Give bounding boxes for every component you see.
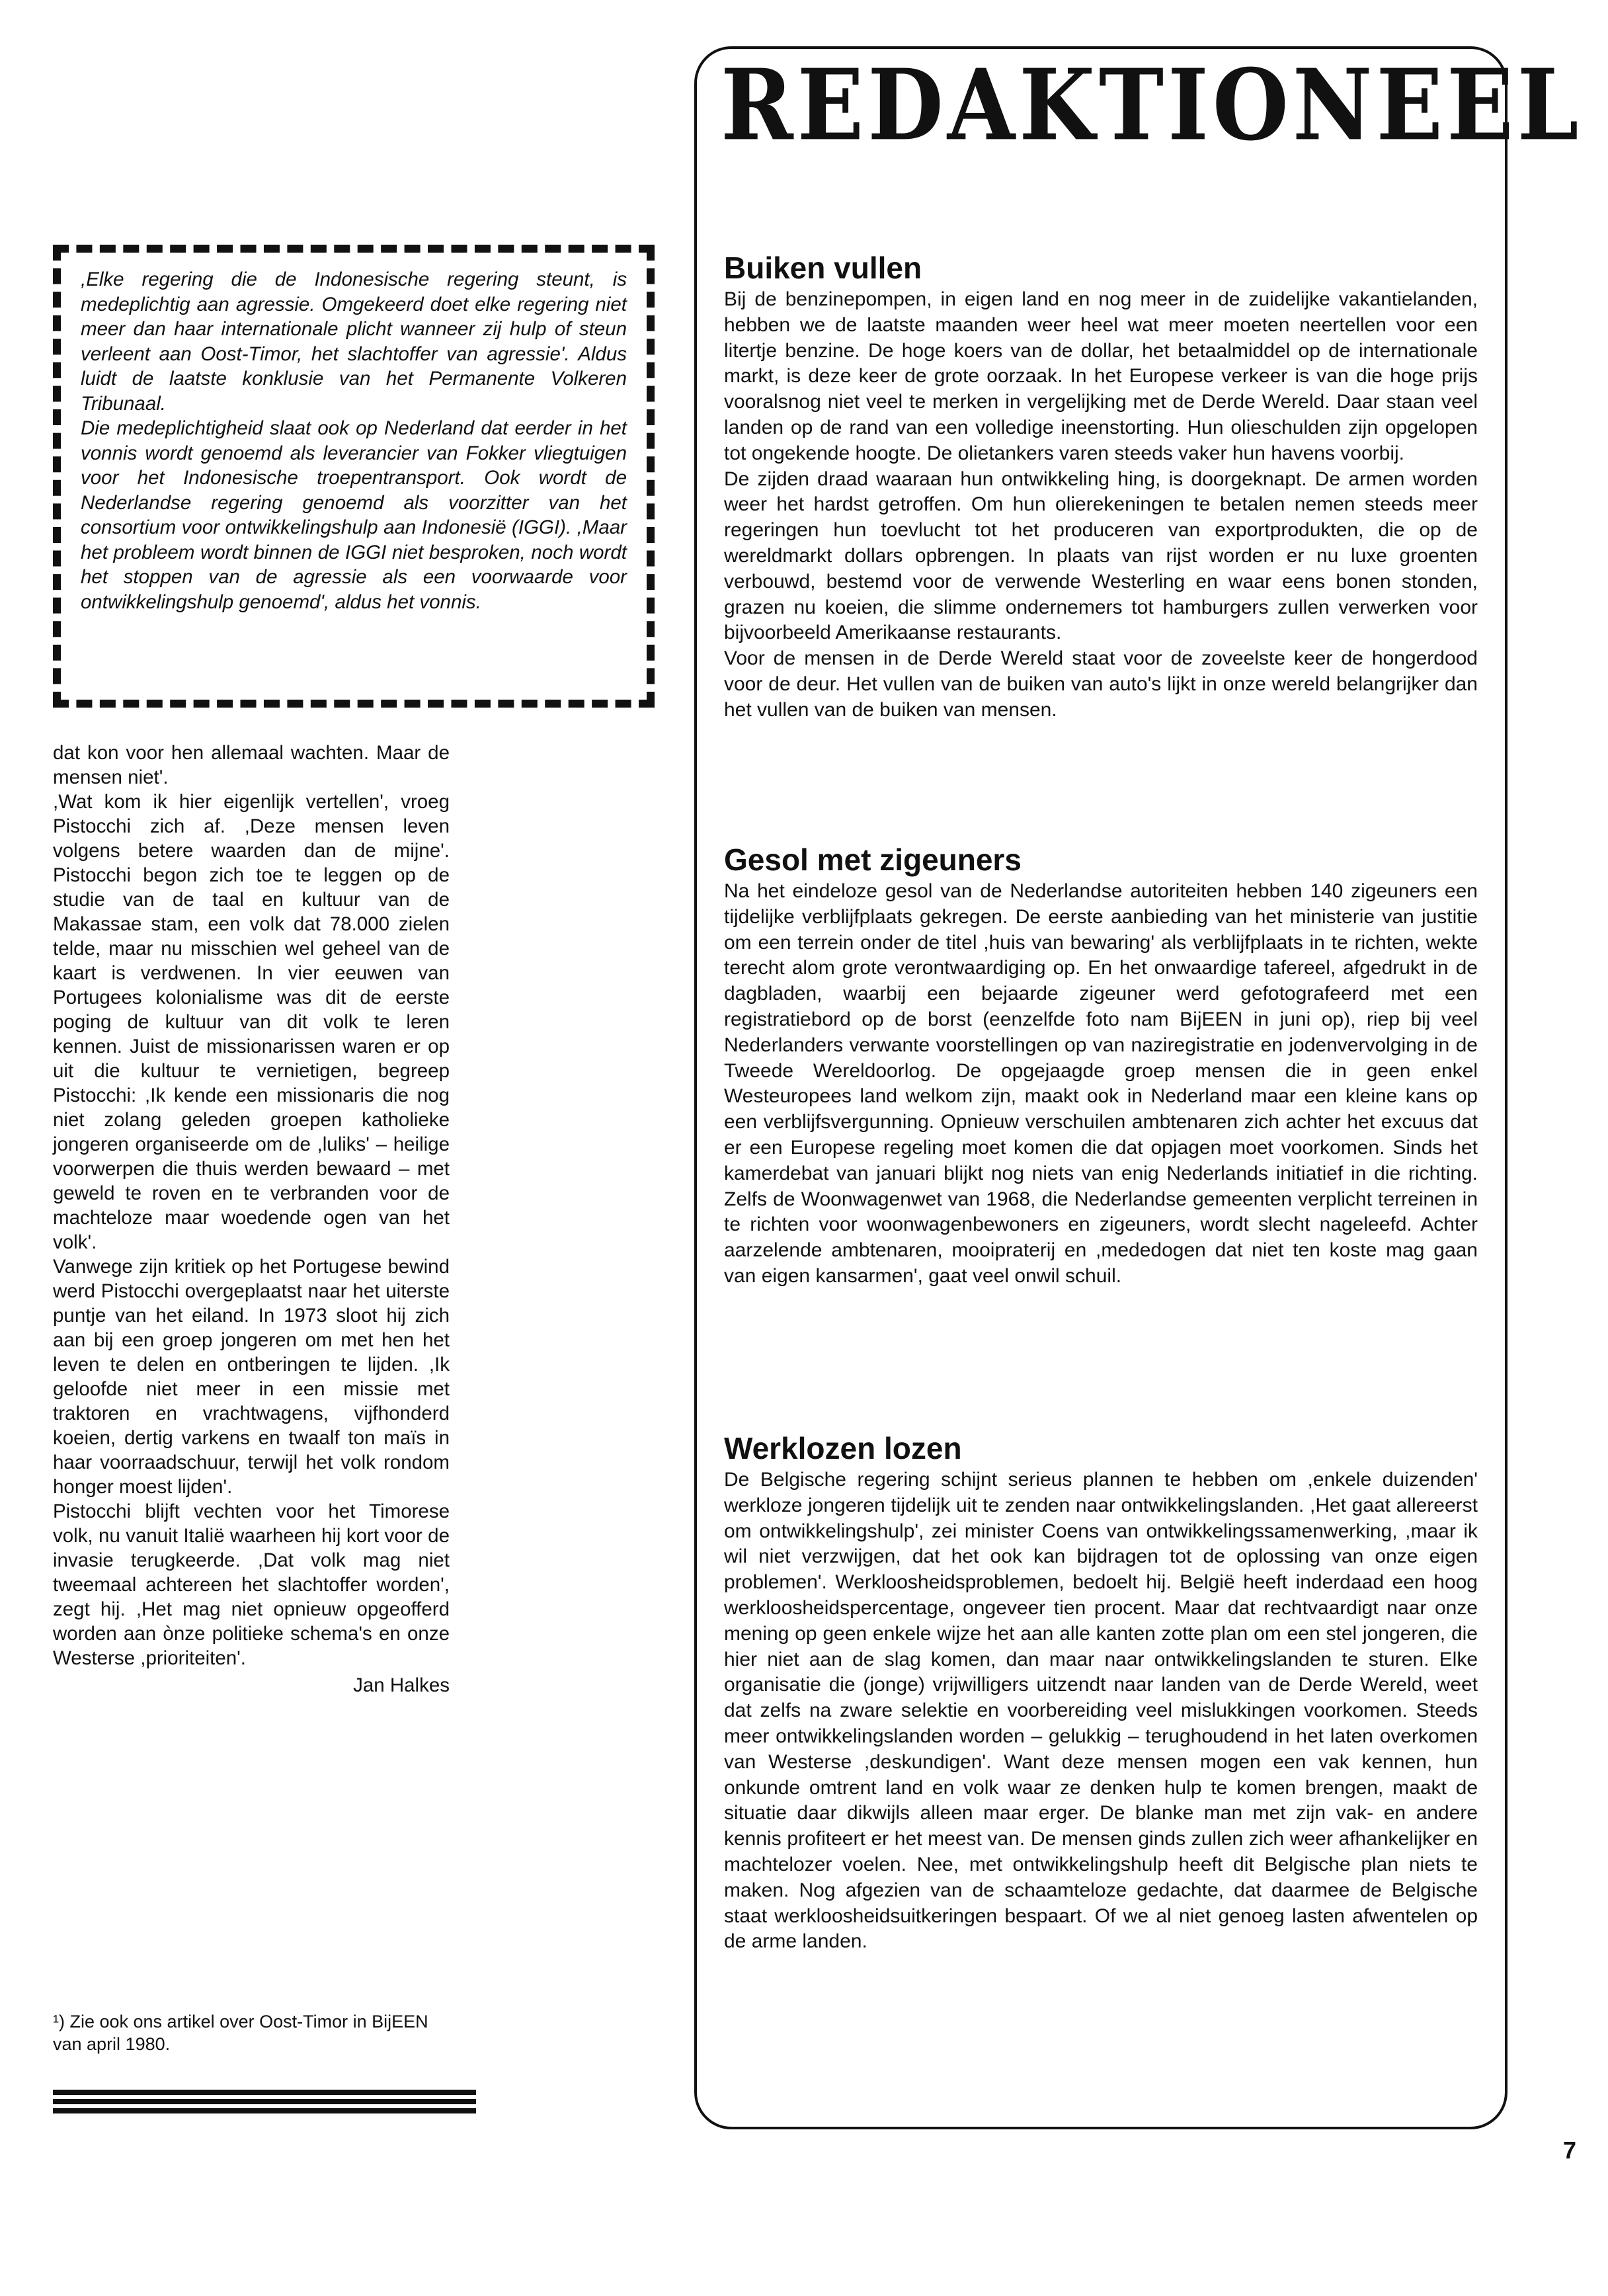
article-paragraph: De zijden draad waaraan hun ontwikkeling hing, is doorgeknapt. De armen worden weer het hardst getroffen. Om hun olierekeningen te betalen nemen steeds meer regeringen hun toevlucht tot het produceren van exportprodukten, die op de wereldmarkt dollars opbrengen. In plaats van rijst worden er nu luxe groenten verbouwd, bestemd voor de verwende Westerling en waar eens bonen stonden, grazen nu koeien, die slimme ondernemers tot hamburgers zullen verwerken voor bijvoorbeeld Amerikaanse restaurants. bbox=[724, 468, 1478, 644]
closing-rule bbox=[53, 2108, 476, 2113]
closing-rule bbox=[53, 2099, 476, 2104]
body-paragraph: Pistocchi blijft vechten voor het Timorese volk, nu vanuit Italië waarheen hij kort voor de invasie terugkeerde. ,Dat volk mag niet tweemaal achtereen het slachtoffer worden', zegt hij. ,Het mag niet opnieuw opgeofferd worden aan ònze politieke schema's en onze Westerse ,prioriteiten'. bbox=[53, 1500, 450, 1669]
article-heading: Werklozen lozen bbox=[724, 1431, 962, 1465]
article-gesol-met-zigeuners bbox=[724, 843, 1478, 1290]
quote-box bbox=[53, 245, 655, 708]
footnote-text: ¹) Zie ook ons artikel over Oost-Timor in BijEEN van april 1980. bbox=[53, 2012, 428, 2054]
quote-paragraph-2: Die medeplichtigheid slaat ook op Nederland dat eerder in het vonnis wordt genoemd als leverancier van Fokker vliegtuigen voor het Indonesische troepentransport. Ook wordt de Nederlandse regering genoemd als voorzitter van het consortium voor ontwikkelingshulp aan Indonesië (IGGI). ,Maar het probleem wordt binnen de IGGI niet besproken, noch wordt het stoppen van de agressie als een voorwaarde voor ontwikkelingshulp genoemd', aldus het vonnis. bbox=[81, 417, 627, 613]
article-paragraph: Voor de mensen in de Derde Wereld staat voor de zoveelste keer de hongerdood voor de deur. Het vullen van de buiken van auto's lijkt in onze wereld belangrijker dan het vullen van de buiken van mensen. bbox=[724, 647, 1478, 721]
closing-rule bbox=[53, 2090, 476, 2095]
footnote bbox=[53, 2010, 450, 2055]
article-werklozen-lozen bbox=[724, 1432, 1478, 1955]
article-continuation bbox=[53, 741, 450, 1698]
panel-title: REDAKTIONEEL bbox=[721, 48, 1583, 163]
body-paragraph: ,Wat kom ik hier eigenlijk vertellen', vroeg Pistocchi zich af. ,Deze mensen leven volgens betere waarden dan de mijne'. Pistocchi begon zich toe te leggen op de studie van de taal en kultuur van de Makassae stam, een volk dat 78.000 zielen telde, maar nu misschien wel geheel van de kaart is verdwenen. In vier eeuwen van Portugees kolonialisme was dit de eerste poging de kultuur van dit volk te leren kennen. Juist de missionarissen waren er op uit die kultuur te vernietigen, begreep Pistocchi: ,Ik kende een missionaris die nog niet zolang geleden groepen katholieke jongeren organiseerde om de ,luliks' – heilige voorwerpen die thuis werden bewaard – met geweld te roven en te verbranden voor de machteloze maar woedende ogen van het volk'. bbox=[53, 791, 450, 1253]
article-paragraph: De Belgische regering schijnt serieus plannen te hebben om ,enkele duizenden' werkloze jongeren tijdelijk uit te zenden naar ontwikkelingslanden. ,Het gaat allereerst om ontwikkelingshulp', zei minister Coens van ontwikkelingssamenwerking, ,maar ik wil niet verzwijgen, dat het ook kan bijdragen tot de oplossing van onze eigen problemen'. Werkloosheidsproblemen, bedoelt hij. België heeft inderdaad een hoog werkloosheidspercentage, ongeveer tien procent. Maar dat rechtvaardigt naar onze mening op geen enkele wijze het aan alle kanten zotte plan om een stel jongeren, die hier niet aan de slag komen, dan maar naar ontwikkelingslanden te sturen. Elke organisatie die (jonge) vrijwilligers uitzendt naar landen van de Derde Wereld, weet dat zelfs na zware selektie en voorbereiding veel mislukkingen voorkomen. Steeds meer ontwikkelingslanden worden – gelukkig – terughoudend in het laten overkomen van Westerse ,deskundigen'. Want deze mensen mogen een vak kennen, hun onkunde omtrent land en volk waar ze denken hulp te komen brengen, maakt de situatie daar dikwijls alleen maar erger. De blanke man met zijn vak- en andere kennis profiteert er het meest van. De mensen ginds zullen zich weer afhankelijker en machtelozer voelen. Nee, met ontwikkelingshulp heeft dit Belgische plan niets te maken. Nog afgezien van de schaamteloze gedachte, dat daarmee de Belgische staat werkloosheidsuitkeringen bespaart. Of we al niet genoeg lasten afwentelen op de arme landen. bbox=[724, 1469, 1478, 1953]
article-paragraph: Na het eindeloze gesol van de Nederlandse autoriteiten hebben 140 zigeuners een tijdelijke verblijfplaats gekregen. De eerste aanbieding van het ministerie van justitie om een terrein onder de titel ,huis van bewaring' als verblijfplaats in te richten, wekte terecht alom grote verontwaardiging op. En het onwaardige tafereel, afgedrukt in de dagbladen, waarbij een bejaarde zigeuner werd gefotografeerd met een registratiebord op de borst (eenzelfde foto nam BijEEN in juni op), riep bij veel Nederlanders verwante voorstellingen op van naziregistratie en jodenvervolging in de Tweede Wereldoorlog. De opgejaagde groep mensen die in geen enkel Westeuropees land welkom zijn, maakt ook in Nederland maar een kleine kans op een verblijfsvergunning. Opnieuw verschuilen ambtenaren zich achter het excuus dat er een Europese regeling moet komen die dat opjagen moet voorkomen. Sinds het kamerdebat van januari blijkt nog niets van enig Nederlands initiatief in die richting. Zelfs de Woonwagenwet van 1968, die Nederlandse gemeenten verplicht terreinen in te richten voor woonwagenbewoners en zigeuners, wordt slecht nageleefd. Achter aarzelende ambtenaren, mooipraterij en ,mededogen dat niet ten koste mag gaan van eigen kansarmen', gaat veel onwil schuil. bbox=[724, 880, 1478, 1287]
body-paragraph: Vanwege zijn kritiek op het Portugese bewind werd Pistocchi overgeplaatst naar het uiterste puntje van het eiland. In 1973 sloot hij zich aan bij een groep jongeren om met hen het leven te delen en ontberingen te lijden. ,Ik geloofde niet meer in een missie met traktoren en vrachtwagens, vijfhonderd koeien, dertig varkens en twaalf ton maïs in haar voorraadschuur, terwijl het volk rondom honger moest lijden'. bbox=[53, 1256, 450, 1498]
page-number: 7 bbox=[1563, 2137, 1577, 2164]
body-paragraph: dat kon voor hen allemaal wachten. Maar de mensen niet'. bbox=[53, 742, 450, 788]
author-name: Jan Halkes bbox=[353, 1674, 450, 1696]
article-buiken-vullen bbox=[724, 251, 1478, 723]
quote-paragraph-1: ,Elke regering die de Indonesische regering steunt, is medeplichtig aan agressie. Omgekeerd doet elke regering niet meer dan haar internationale plicht wanneer zij hulp of steun verleent aan Oost-Timor, het slachtoffer van agressie'. Aldus luidt de laatste konklusie van het Permanente Volkeren Tribunaal. bbox=[81, 268, 627, 415]
article-heading: Gesol met zigeuners bbox=[724, 842, 1022, 877]
article-heading: Buiken vullen bbox=[724, 251, 922, 285]
article-paragraph: Bij de benzinepompen, in eigen land en nog meer in de zuidelijke vakantielanden, hebben we de laatste maanden weer heel wat meer moeten neertellen voor een litertje benzine. De hoge koers van de dollar, het betaalmiddel op de internationale markt, is deze keer de grote oorzaak. In het Europese verkeer is van die hoge prijs vooralsnog niet veel te merken in vergelijking met de Derde Wereld. Daar staan veel landen op de rand van een volledige ineenstorting. Hun olieschulden zijn opgelopen tot ongekende hoogte. De olietankers varen steeds vaker hun havens voorbij. bbox=[724, 288, 1478, 464]
